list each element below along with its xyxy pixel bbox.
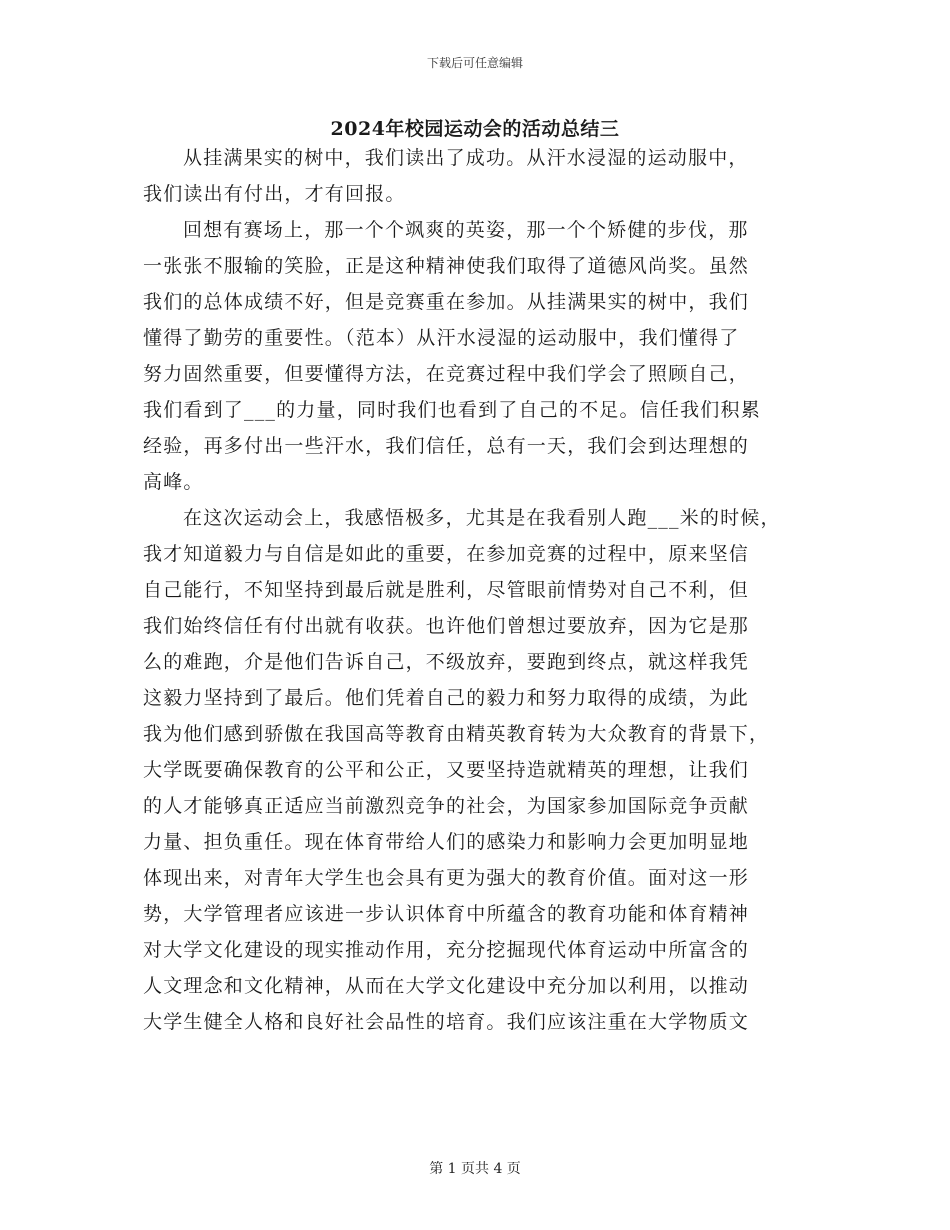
text-line: 势，大学管理者应该进一步认识体育中所蕴含的教育功能和体育精神 <box>143 903 750 925</box>
text-line: 自己能行，不知坚持到最后就是胜利，尽管眼前情势对自己不利，但 <box>143 579 750 601</box>
text-line: 大学生健全人格和良好社会品性的培育。我们应该注重在大学物质文 <box>143 1011 750 1033</box>
text-line: 么的难跑，介是他们告诉自己，不级放弃，要跑到终点，就这样我凭 <box>143 651 750 673</box>
text-line: 在这次运动会上，我感悟极多，尤其是在我看别人跑___米的时候， <box>183 507 781 529</box>
page-header-note: 下载后可任意编辑 <box>426 56 523 70</box>
text-line: 我们读出有付出，才有回报。 <box>143 183 406 205</box>
text-line: 我们看到了___的力量，同时我们也看到了自己的不足。信任我们积累 <box>143 399 761 421</box>
text-line: 对大学文化建设的现实推动作用，充分挖掘现代体育运动中所富含的 <box>143 939 750 961</box>
text-line: 努力固然重要，但要懂得方法，在竞赛过程中我们学会了照顾自己， <box>143 363 750 385</box>
text-line: 这毅力坚持到了最后。他们凭着自己的毅力和努力取得的成绩，为此 <box>143 687 750 709</box>
text-line: 我为他们感到骄傲在我国高等教育由精英教育转为大众教育的背景下， <box>143 723 770 745</box>
page-number: 第 1 页共 4 页 <box>429 1161 521 1177</box>
text-line: 高峰。 <box>143 471 204 493</box>
text-line: 大学既要确保教育的公平和公正，又要坚持造就精英的理想，让我们 <box>143 759 750 781</box>
text-line: 懂得了勤劳的重要性。（范本）从汗水浸湿的运动服中，我们懂得了 <box>143 327 740 349</box>
document-body <box>143 140 833 1040</box>
text-line: 从挂满果实的树中，我们读出了成功。从汗水浸湿的运动服中， <box>183 147 749 169</box>
text-line: 体现出来，对青年大学生也会具有更为强大的教育价值。面对这一形 <box>143 867 750 889</box>
text-line: 人文理念和文化精神，从而在大学文化建设中充分加以利用，以推动 <box>143 975 750 997</box>
text-line: 力量、担负重任。现在体育带给人们的感染力和影响力会更加明显地 <box>143 831 750 853</box>
text-line: 回想有赛场上，那一个个飒爽的英姿，那一个个矫健的步伐，那 <box>183 219 749 241</box>
text-line: 我们的总体成绩不好，但是竞赛重在参加。从挂满果实的树中，我们 <box>143 291 750 313</box>
text-line: 我才知道毅力与自信是如此的重要，在参加竞赛的过程中，原来坚信 <box>143 543 750 565</box>
text-line: 的人才能够真正适应当前激烈竞争的社会，为国家参加国际竞争贡献 <box>143 795 750 817</box>
text-line: 一张张不服输的笑脸，正是这种精神使我们取得了道德风尚奖。虽然 <box>143 255 750 277</box>
text-line: 经验，再多付出一些汗水，我们信任，总有一天，我们会到达理想的 <box>143 435 750 457</box>
text-line: 我们始终信任有付出就有收获。也许他们曾想过要放弃，因为它是那 <box>143 615 750 637</box>
document-title: 2024年校园运动会的活动总结三 <box>330 118 620 140</box>
